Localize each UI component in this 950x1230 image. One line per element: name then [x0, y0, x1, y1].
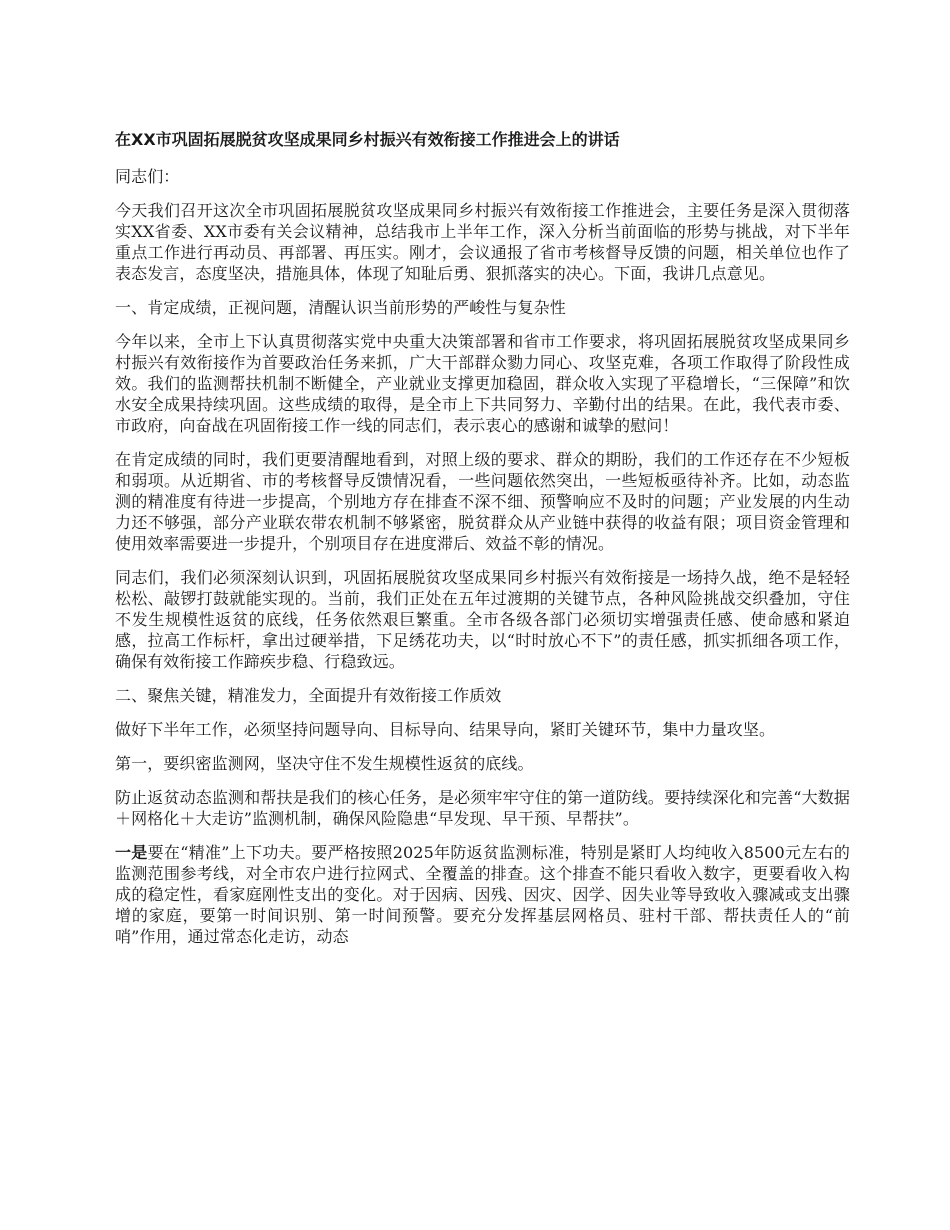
- section-heading-1: 一、肯定成绩，正视问题，清醒认识当前形势的严峻性与复杂性: [115, 298, 566, 317]
- paragraph-awareness: 同志们，我们必须深刻认识到，巩固拓展脱贫攻坚成果同乡村振兴有效衔接是一场持久战，绝不是轻轻松松、敲锣打鼓就能实现的。当前，我们正处在五年过渡期的关键节点，各种风险挑战交织叠加，守住不发生规模性返贫的底线，任务依然艰巨繁重。全市各级各部门必须切实增强责任感、使命感和紧迫感，拉高工作标杆，拿出过硬举措，下足绣花功夫，以“时时放心不下”的责任感，抓实抓细各项工作，确保有效衔接工作蹄疾步稳、行稳致远。: [115, 568, 850, 671]
- paragraph-intro: 今天我们召开这次全市巩固拓展脱贫攻坚成果同乡村振兴有效衔接工作推进会，主要任务是深入贯彻落实XX省委、XX市委有关会议精神，总结我市上半年工作，深入分析当前面临的形势与挑战，对下半年重点工作进行再动员、再部署、再压实。刚才，会议通报了省市考核督导反馈的问题，相关单位也作了表态发言，态度坚决，措施具体，体现了知耻后勇、狠抓落实的决心。下面，我讲几点意见。: [115, 201, 850, 283]
- section-heading-2: 二、聚焦关键，精准发力，全面提升有效衔接工作质效: [115, 686, 502, 705]
- subheading-first: 第一，要织密监测网，坚决守住不发生规模性返贫的底线。: [115, 754, 534, 773]
- paragraph-precision-body: 要在“精准”上下功夫。要严格按照2025年防返贫监测标准，特别是紧盯人均纯收入8500元左右的监测范围参考线，对全市农户进行拉网式、全覆盖的排查。这个排查不能只看收入数字，更要看收入构成的稳定性，看家庭刚性支出的变化。对于因病、因残、因灾、因学、因失业等导致收入骤减或支出骤增的家庭，要第一时间识别、第一时间预警。要充分发挥基层网格员、驻村干部、帮扶责任人的“前哨”作用，通过常态化走访，动态: [115, 843, 851, 946]
- paragraph-precision: [115, 842, 850, 947]
- paragraph-monitoring: 防止返贫动态监测和帮扶是我们的核心任务，是必须牢牢守住的第一道防线。要持续深化和完善“大数据＋网格化＋大走访”监测机制，确保风险隐患“早发现、早干预、早帮扶”。: [115, 788, 850, 828]
- paragraph-achievements: 今年以来，全市上下认真贯彻落实党中央重大决策部署和省市工作要求，将巩固拓展脱贫攻坚成果同乡村振兴有效衔接作为首要政治任务来抓，广大干部群众勠力同心、攻坚克难，各项工作取得了阶段性成效。我们的监测帮扶机制不断健全，产业就业支撑更加稳固，群众收入实现了平稳增长，“三保障”和饮水安全成果持续巩固。这些成绩的取得，是全市上下共同努力、辛勤付出的结果。在此，我代表市委、市政府，向奋战在巩固衔接工作一线的同志们，表示衷心的感谢和诚挚的慰问！: [115, 332, 850, 435]
- paragraph-orientation: 做好下半年工作，必须坚持问题导向、目标导向、结果导向，紧盯关键环节，集中力量攻坚。: [115, 720, 776, 739]
- paragraph-lead: 一是: [115, 843, 148, 862]
- salutation: 同志们：: [115, 167, 180, 186]
- paragraph-shortcomings: 在肯定成绩的同时，我们更要清醒地看到，对照上级的要求、群众的期盼，我们的工作还存在不少短板和弱项。从近期省、市的考核督导反馈情况看，一些问题依然突出，一些短板亟待补齐。比如，动态监测的精准度有待进一步提高，个别地方存在排查不深不细、预警响应不及时的问题；产业发展的内生动力还不够强，部分产业联农带农机制不够紧密，脱贫群众从产业链中获得的收益有限；项目资金管理和使用效率需要进一步提升，个别项目存在进度滞后、效益不彰的情况。: [115, 450, 850, 553]
- document-title: 在XX市巩固拓展脱贫攻坚成果同乡村振兴有效衔接工作推进会上的讲话: [115, 130, 620, 149]
- document-page: [115, 128, 850, 960]
